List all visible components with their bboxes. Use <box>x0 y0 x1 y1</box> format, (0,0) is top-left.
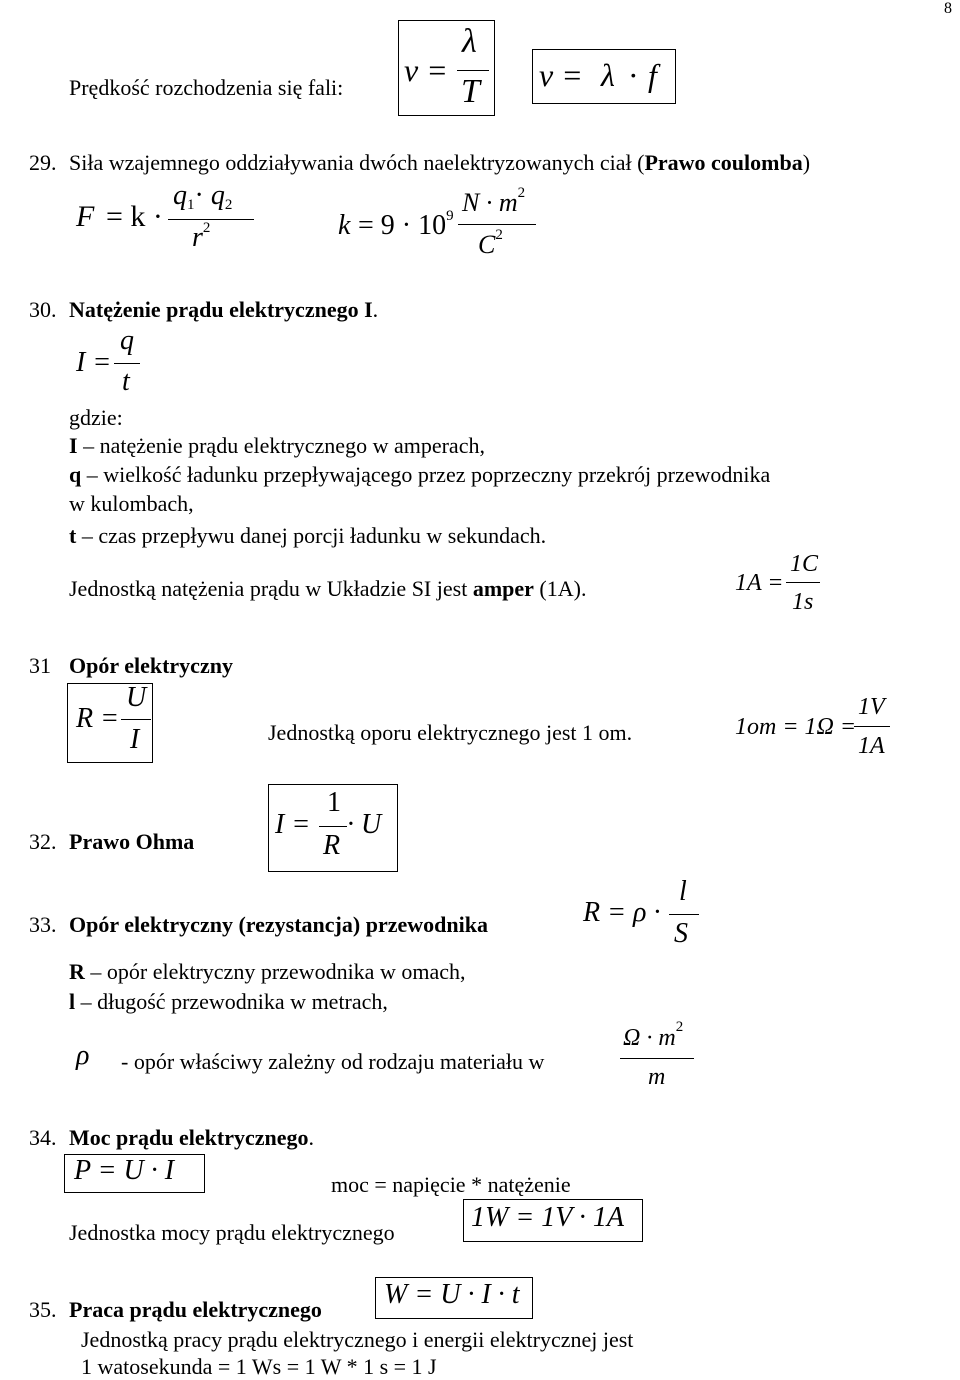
wave-formula-2-box <box>532 49 676 104</box>
fraction-bar <box>319 826 347 827</box>
def-R-symbol: R <box>69 959 85 984</box>
power-unit-box <box>463 1199 643 1242</box>
section-32-number: 32. <box>29 829 57 854</box>
coulomb-numerator <box>173 180 232 212</box>
section-32-title: Prawo Ohma <box>69 829 195 854</box>
coulomb-dot: · <box>194 180 204 211</box>
rho-text: - opór właściwy zależny od rodzaju materiału w <box>121 1049 545 1074</box>
section-34-heading <box>69 1125 314 1151</box>
ampere-lhs: 1A = <box>735 570 784 596</box>
section-35-number: 35. <box>29 1297 57 1322</box>
wave-f2-f: f <box>648 57 657 93</box>
ohm-unit-lhs: 1om = 1Ω = <box>735 714 857 740</box>
section-33-number: 33. <box>29 912 57 937</box>
wave-f2-lambda: λ <box>601 57 615 93</box>
rho-unit-num-exp: 2 <box>675 1019 684 1035</box>
fraction-bar <box>458 224 536 225</box>
ohm-unit-text: Jednostką oporu elektrycznego jest 1 om. <box>268 720 633 745</box>
power-unit-formula: 1W = 1V · 1A <box>471 1202 624 1233</box>
section-34-title: Moc prądu elektrycznego <box>69 1125 309 1150</box>
rho-unit-den: m <box>648 1064 666 1090</box>
wave-f2-lhs: v = <box>539 57 583 93</box>
fraction-bar <box>786 582 820 583</box>
gdzie-label: gdzie: <box>69 405 123 430</box>
section-29-text: Siła wzajemnego oddziaływania dwóch naelektryzowanych ciał ( <box>69 150 645 175</box>
conductor-num: l <box>679 876 687 907</box>
current-lhs: I = <box>76 347 112 378</box>
section-30-title: Natężenie prądu elektrycznego I <box>69 297 373 322</box>
work-formula: W = U · I · t <box>384 1279 520 1310</box>
def-q-symbol: q <box>69 462 82 487</box>
def-t-text: – czas przepływu danej porcji ładunku w sekundach. <box>76 523 547 548</box>
resistance-lhs: R = <box>76 703 119 734</box>
coulomb-denominator <box>192 222 210 254</box>
section-34-number: 34. <box>29 1125 57 1150</box>
ohms-law-num: 1 <box>327 787 341 818</box>
coulomb-F: F <box>76 200 95 233</box>
k-numerator <box>462 185 526 218</box>
coulomb-r-exp: 2 <box>202 220 211 236</box>
coulomb-r: r <box>192 222 203 253</box>
ohms-law-rhs: · U <box>347 809 382 840</box>
fraction-bar <box>121 719 151 720</box>
ampere-den: 1s <box>792 589 814 615</box>
work-line-2: 1 watosekunda = 1 Ws = 1 W * 1 s = 1 J <box>81 1354 437 1379</box>
def-R-line <box>69 959 465 985</box>
section-29-number: 29. <box>29 150 57 175</box>
current-num: q <box>120 325 134 356</box>
section-30-title-end: . <box>372 297 379 322</box>
section-29-close: ) <box>802 150 811 175</box>
section-34-title-end: . <box>308 1125 314 1150</box>
rho-unit-num-text: Ω · m <box>623 1025 676 1051</box>
section-30-number: 30. <box>29 297 57 322</box>
def-l-symbol: l <box>69 989 76 1014</box>
k-eq <box>358 210 454 242</box>
k-den: C <box>478 230 496 259</box>
def-R-text: – opór elektryczny przewodnika w omach, <box>84 959 466 984</box>
k-den-exp: 2 <box>495 227 503 243</box>
def-I-text: – natężenie prądu elektrycznego w amperach, <box>77 433 485 458</box>
section-29-bold: Prawo coulomba <box>644 150 803 175</box>
k-exp: 9 <box>446 208 454 224</box>
def-q-text: – wielkość ładunku przepływającego przez poprzeczny przekrój przewodnika <box>81 462 771 487</box>
coulomb-eq: = k · <box>106 200 163 233</box>
fraction-bar <box>669 914 699 915</box>
ampere-unit-bold: amper <box>472 576 534 601</box>
ohms-law-lhs: I = <box>275 809 311 840</box>
def-l-text: – długość przewodnika w metrach, <box>75 989 388 1014</box>
fraction-bar <box>620 1058 694 1059</box>
page-number: 8 <box>944 0 952 17</box>
k-lhs: k <box>338 210 351 241</box>
def-I-line <box>69 433 485 459</box>
current-den: t <box>122 366 130 397</box>
section-35-title: Praca prądu elektrycznego <box>69 1297 322 1322</box>
def-t-symbol: t <box>69 523 77 548</box>
resistance-num: U <box>126 682 147 713</box>
def-I-symbol: I <box>69 433 78 458</box>
rho-unit-num <box>623 1019 684 1052</box>
ohm-unit-den: 1A <box>858 733 885 759</box>
ohms-law-den: R <box>323 830 341 861</box>
work-formula-box <box>375 1277 533 1319</box>
ampere-num: 1C <box>790 551 819 577</box>
fraction-bar <box>854 726 890 727</box>
wave-f1-num: λ <box>462 23 477 60</box>
k-num: N · m <box>462 188 518 217</box>
def-t-line <box>69 523 546 549</box>
work-line-1: Jednostką pracy prądu elektrycznego i energii elektrycznej jest <box>81 1327 634 1352</box>
ampere-unit-end: (1A). <box>533 576 587 601</box>
power-words: moc = napięcie * natężenie <box>331 1172 571 1197</box>
wave-f1-den: T <box>461 73 480 110</box>
power-unit-text: Jednostka mocy prądu elektrycznego <box>69 1220 395 1245</box>
ampere-unit-line <box>69 576 586 602</box>
def-q-continued: w kulombach, <box>69 491 194 516</box>
k-eq-text: = 9 · 10 <box>358 210 447 241</box>
conductor-den: S <box>674 918 688 949</box>
ohms-law-box <box>268 784 398 872</box>
ampere-unit-text: Jednostką natężenia prądu w Układzie SI jest <box>69 576 473 601</box>
coulomb-q1: q <box>173 180 187 211</box>
fraction-bar <box>168 219 254 220</box>
def-l-line <box>69 989 388 1015</box>
coulomb-q1-sub: 1 <box>187 197 195 213</box>
section-30-heading <box>69 297 378 323</box>
k-num-exp: 2 <box>517 185 526 201</box>
coulomb-q2-sub: 2 <box>224 197 233 213</box>
section-33-title: Opór elektryczny (rezystancja) przewodnika <box>69 912 488 937</box>
power-formula: P = U · I <box>74 1155 175 1186</box>
k-denominator <box>478 227 503 260</box>
wave-f1-lhs: v = <box>404 52 448 88</box>
wave-formula-1-box <box>398 20 495 116</box>
conductor-lhs: R = ρ · <box>583 897 661 928</box>
resistance-formula-box <box>67 683 153 763</box>
wave-f2-dot: · <box>628 57 639 93</box>
power-formula-box <box>64 1154 205 1193</box>
section-29-heading <box>69 150 810 176</box>
def-q-line <box>69 462 770 488</box>
fraction-bar <box>457 70 489 71</box>
fraction-bar <box>114 363 140 364</box>
resistance-den: I <box>130 724 140 755</box>
ohm-unit-num: 1V <box>858 694 885 720</box>
section-31-title: Opór elektryczny <box>69 653 233 678</box>
section-31-number: 31 <box>29 653 51 678</box>
rho-symbol: ρ <box>76 1040 90 1071</box>
coulomb-q2: q <box>210 180 225 211</box>
wave-speed-label: Prędkość rozchodzenia się fali: <box>69 75 344 100</box>
